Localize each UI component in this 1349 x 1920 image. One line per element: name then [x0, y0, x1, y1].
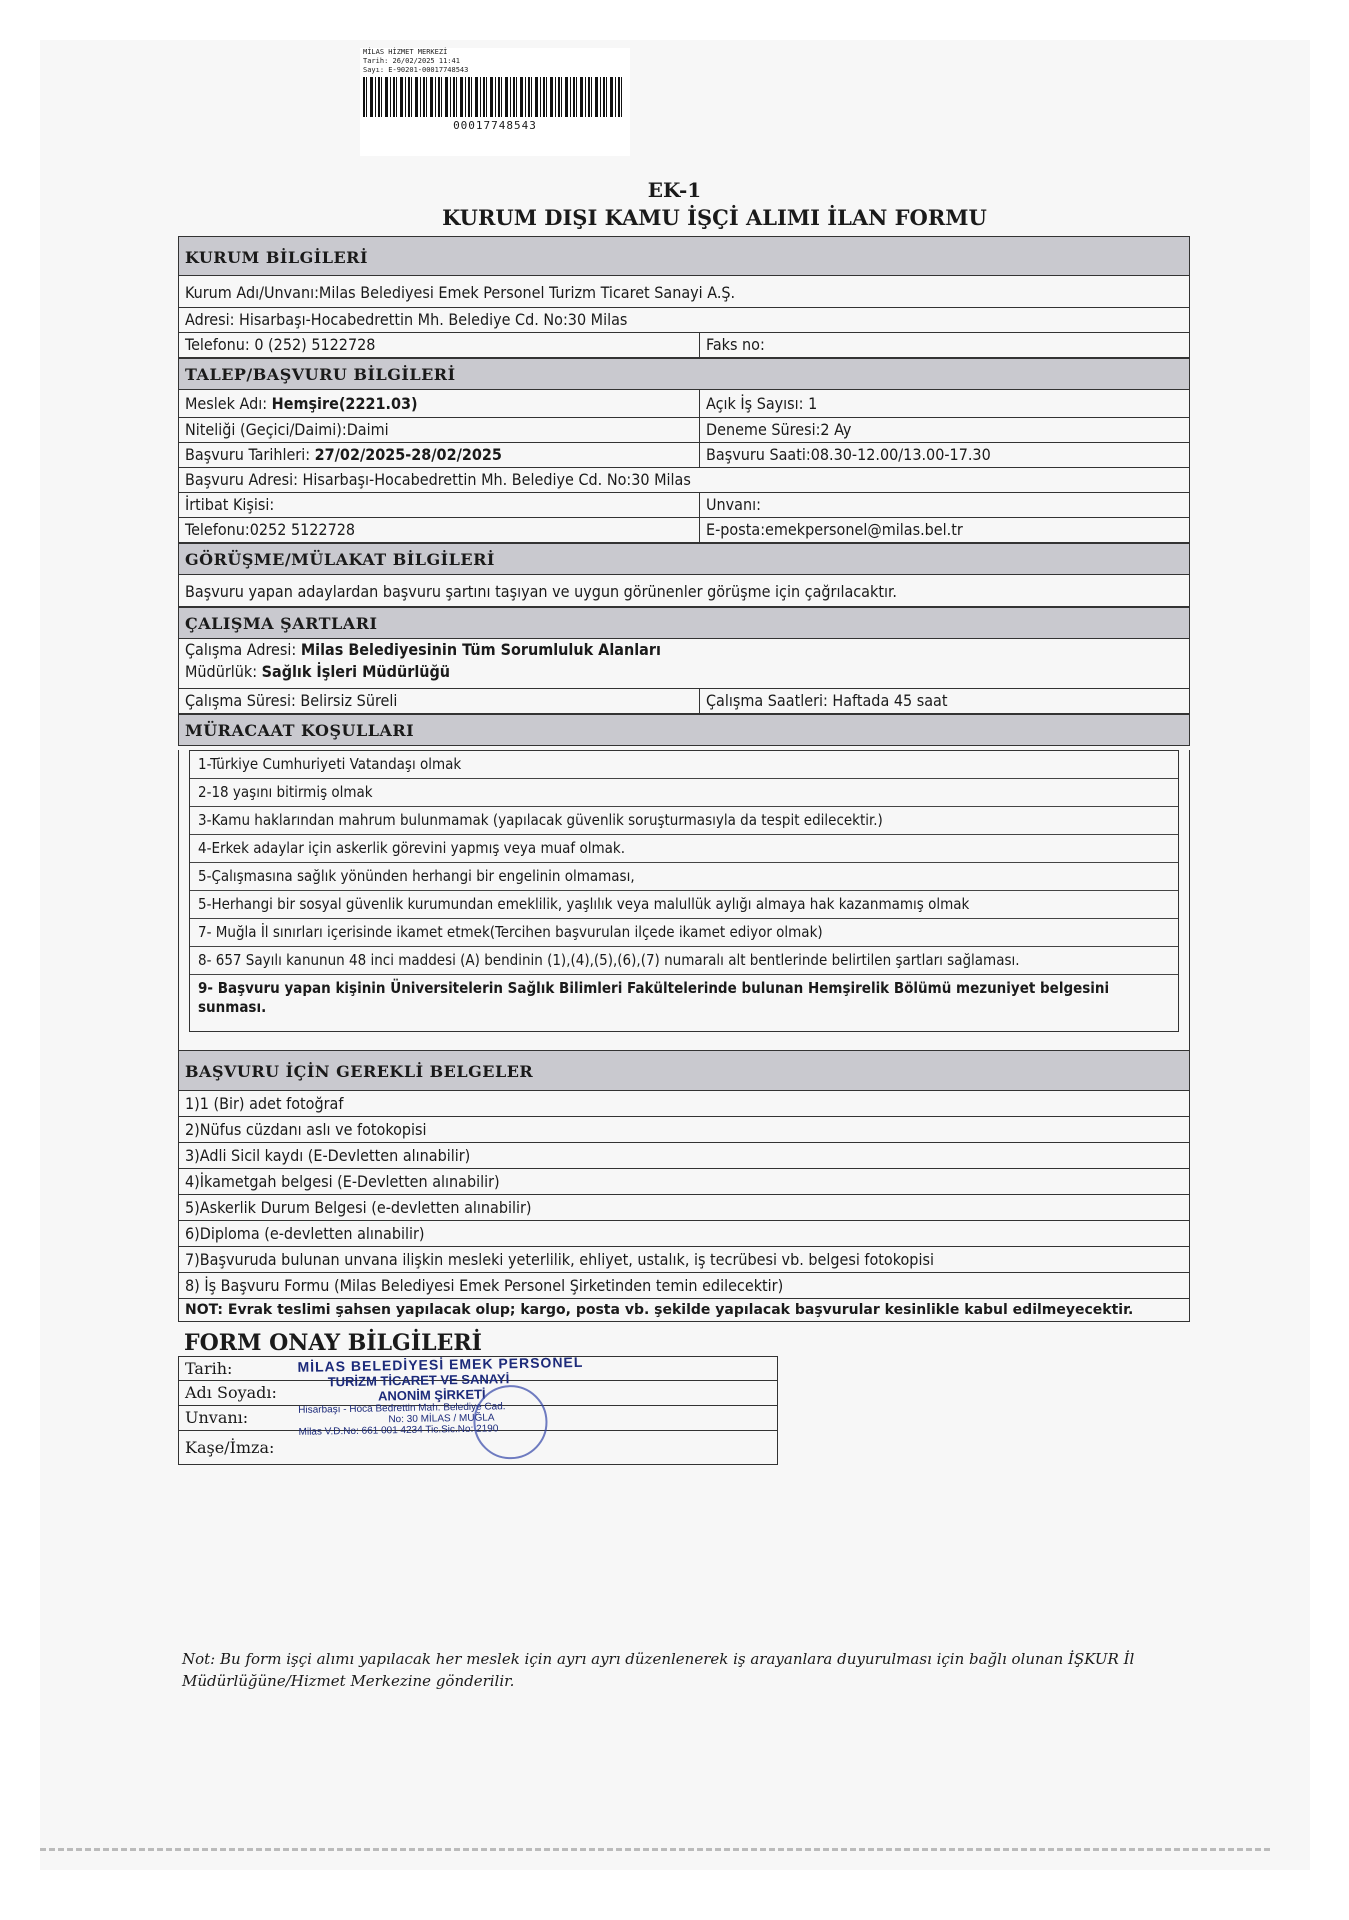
talep-tarih-row	[178, 443, 1190, 468]
belge-item-7: 7)Başvuruda bulunan unvana ilişkin mesleki yeterlilik, ehliyet, ustalık, iş tecrübesi vb. belgesi fotokopisi	[178, 1247, 1190, 1273]
basvuru-saati: Başvuru Saati:08.30-12.00/13.00-17.30	[699, 443, 991, 467]
basvuru-tarih-value: 27/02/2025-28/02/2025	[314, 445, 502, 464]
barcode-image	[363, 77, 625, 117]
kurum-faks: Faks no:	[699, 333, 765, 357]
calisma-adres-label: Çalışma Adresi:	[185, 640, 301, 659]
section-belgeler-header: BAŞVURU İÇİN GEREKLİ BELGELER	[178, 1051, 1190, 1091]
muracaat-item-2: 2-18 yaşını bitirmiş olmak	[190, 779, 1178, 807]
belge-item-4: 4)İkametgah belgesi (E-Devletten alınabilir)	[178, 1169, 1190, 1195]
belgeler-list	[178, 1091, 1190, 1299]
talep-nitelik-row	[178, 418, 1190, 443]
muracaat-item-9: 9- Başvuru yapan kişinin Üniversitelerin Sağlık Bilimleri Fakültelerinde bulunan Hemşirelik Bölümü mezuniyet belgesini sunması.	[198, 979, 1110, 1016]
form-code: EK-1	[647, 178, 702, 202]
belge-item-3: 3)Adli Sicil kaydı (E-Devletten alınabilir)	[178, 1143, 1190, 1169]
seal-line-1: MİLAS BELEDİYESİ EMEK PERSONEL	[297, 1353, 584, 1375]
kurum-adi: Kurum Adı/Unvanı:Milas Belediyesi Emek Personel Turizm Ticaret Sanayi A.Ş.	[178, 276, 1190, 308]
muracaat-item-4: 4-Erkek adaylar için askerlik görevini yapmış veya muaf olmak.	[190, 835, 1178, 863]
talep-telefon: Telefonu:0252 5122728	[185, 520, 356, 539]
calisma-adres-value: Milas Belediyesinin Tüm Sorumluluk Alanları	[300, 640, 661, 659]
calisma-suresi: Çalışma Süresi: Belirsiz Süreli	[185, 691, 398, 710]
basvuru-adresi: Başvuru Adresi: Hisarbaşı-Hocabedrettin Mh. Belediye Cd. No:30 Milas	[178, 468, 1190, 493]
muracaat-list	[189, 750, 1179, 1032]
seal-line-3: ANONİM ŞİRKETİ	[377, 1386, 486, 1404]
belge-item-2: 2)Nüfus cüzdanı aslı ve fotokopisi	[178, 1117, 1190, 1143]
section-talep-header: TALEP/BAŞVURU BİLGİLERİ	[178, 358, 1190, 390]
seal-line-6: Milas V.D.No: 661 001 4234 Tic.Sic.No: 2190	[298, 1423, 499, 1438]
barcode-number: 00017748543	[453, 119, 537, 132]
section-kurum-header: KURUM BİLGİLERİ	[178, 236, 1190, 276]
section-muracaat-header: MÜRACAAT KOŞULLARI	[178, 714, 1190, 746]
kurum-telefon: Telefonu: 0 (252) 5122728	[185, 335, 376, 354]
stamp-line-1: MİLAS HİZMET MERKEZİ	[363, 48, 448, 56]
onay-tarih: Tarih:	[178, 1356, 778, 1381]
stamp-line-2: Tarih: 26/02/2025 11:41	[363, 57, 460, 65]
barcode-stamp	[360, 48, 630, 156]
deneme-suresi: Deneme Süresi:2 Ay	[699, 418, 851, 442]
kurum-telefon-row	[178, 333, 1190, 358]
acik-is-sayisi: Açık İş Sayısı: 1	[699, 390, 817, 417]
calisma-saatleri: Çalışma Saatleri: Haftada 45 saat	[699, 689, 948, 713]
talep-irtibat-row	[178, 493, 1190, 518]
section-gorusme-header: GÖRÜŞME/MÜLAKAT BİLGİLERİ	[178, 543, 1190, 575]
seal-line-2: TURİZM TİCARET VE SANAYİ	[327, 1371, 510, 1390]
belge-item-6: 6)Diploma (e-devletten alınabilir)	[178, 1221, 1190, 1247]
muracaat-item-8: 8- 657 Sayılı kanunun 48 inci maddesi (A) bendinin (1),(4),(5),(6),(7) numaralı alt bentlerinde belirtilen şartları sağlaması.	[190, 947, 1178, 975]
muracaat-item-7: 7- Muğla İl sınırları içerisinde ikamet etmek(Tercihen başvurulan ilçede ikamet ediyor olmak)	[190, 919, 1178, 947]
form-title: KURUM DIŞI KAMU İŞÇİ ALIMI İLAN FORMU	[442, 205, 987, 230]
mudurluk-value: Sağlık İşleri Müdürlüğü	[261, 662, 451, 681]
section-calisma-header: ÇALIŞMA ŞARTLARI	[178, 607, 1190, 639]
talep-meslek-row	[178, 390, 1190, 418]
belge-item-8: 8) İş Başvuru Formu (Milas Belediyesi Emek Personel Şirketinden temin edilecektir)	[178, 1273, 1190, 1299]
muracaat-item-6: 5-Herhangi bir sosyal güvenlik kurumundan emeklilik, yaşlılık veya malullük aylığı almaya hak kazanmamış olmak	[190, 891, 1178, 919]
belgeler-note: NOT: Evrak teslimi şahsen yapılacak olup; kargo, posta vb. şekilde yapılacak başvurular kesinlikle kabul edilmeyecektir.	[178, 1299, 1190, 1322]
mudurluk-label: Müdürlük:	[185, 662, 262, 681]
meslek-value: Hemşire(2221.03)	[271, 394, 418, 413]
onay-table	[178, 1353, 1190, 1465]
onay-unvani: Unvanı:	[178, 1406, 778, 1431]
talep-eposta: E-posta:emekpersonel@milas.bel.tr	[699, 518, 963, 542]
stamp-line-3: Sayı: E-90201-00017748543	[363, 66, 469, 74]
muracaat-item-3: 3-Kamu haklarından mahrum bulunmamak (yapılacak güvenlik soruşturmasıyla da tespit edilecektir.)	[190, 807, 1178, 835]
irtibat-kisisi: İrtibat Kişisi:	[185, 495, 275, 514]
muracaat-box	[178, 750, 1190, 1051]
form-table	[178, 236, 1190, 1465]
basvuru-tarih-label: Başvuru Tarihleri:	[185, 445, 315, 464]
kurum-adres: Adresi: Hisarbaşı-Hocabedrettin Mh. Belediye Cd. No:30 Milas	[178, 308, 1190, 333]
irtibat-unvan: Unvanı:	[699, 493, 761, 517]
belge-item-5: 5)Askerlik Durum Belgesi (e-devletten alınabilir)	[178, 1195, 1190, 1221]
belge-item-1: 1)1 (Bir) adet fotoğraf	[178, 1091, 1190, 1117]
muracaat-item-5: 5-Çalışmasına sağlık yönünden herhangi bir engelinin olmaması,	[190, 863, 1178, 891]
meslek-label: Meslek Adı:	[185, 394, 272, 413]
onay-adi-soyadi: Adı Soyadı:	[178, 1381, 778, 1406]
section-onay-header: FORM ONAY BİLGİLERİ	[184, 1330, 482, 1356]
seal-line-5: No: 30 MİLAS / MUĞLA	[388, 1412, 495, 1426]
gorusme-text: Başvuru yapan adaylardan başvuru şartını taşıyan ve uygun görünenler görüşme için çağrılacaktır.	[178, 575, 1190, 607]
calisma-sure-row	[178, 689, 1190, 714]
seal-line-4: Hisarbaşı - Hoca Bedrettin Mah. Belediye Cad.	[298, 1401, 506, 1416]
muracaat-item-1: 1-Türkiye Cumhuriyeti Vatandaşı olmak	[190, 751, 1178, 779]
footer-note: Not: Bu form işçi alımı yapılacak her meslek için ayrı ayrı düzenlenerek iş arayanlara duyurulması için bağlı olunan İŞKUR İl Müdürlüğüne/Hizmet Merkezine gönderilir.	[182, 1650, 1135, 1690]
niteligi: Niteliği (Geçici/Daimi):Daimi	[185, 420, 389, 439]
calisma-adres-row	[178, 639, 1190, 689]
company-seal	[297, 1353, 628, 1438]
talep-iletisim-row	[178, 518, 1190, 543]
page-bottom-divider	[40, 1848, 1270, 1851]
onay-kase-imza: Kaşe/İmza:	[178, 1431, 778, 1465]
